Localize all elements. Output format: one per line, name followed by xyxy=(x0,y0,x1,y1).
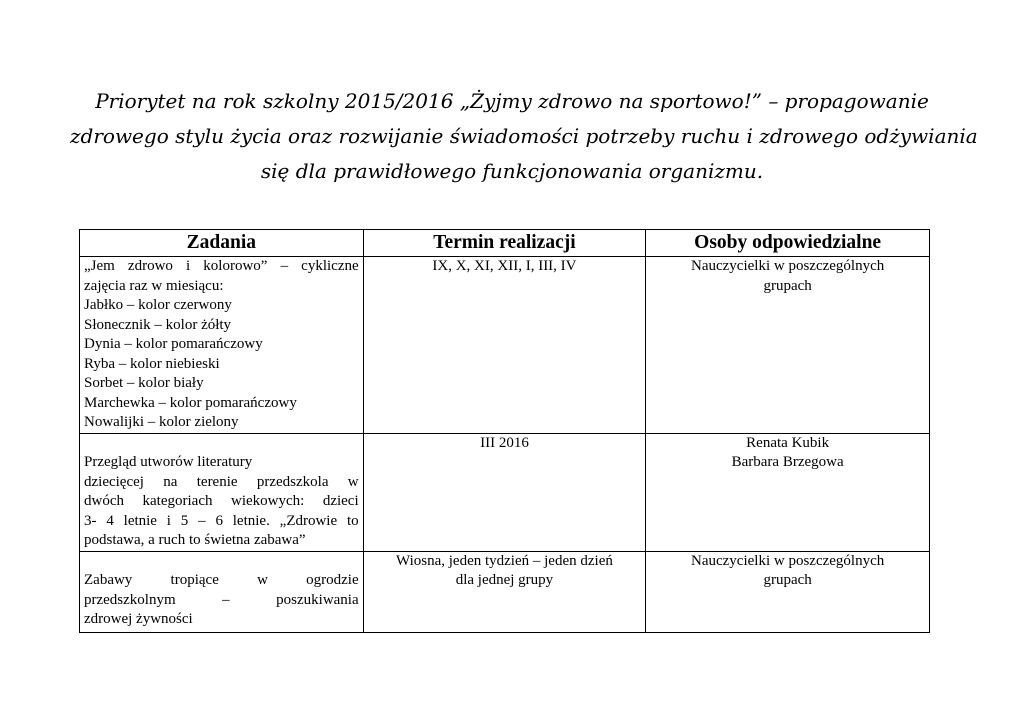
task-cell xyxy=(80,257,364,434)
persons-line: Nauczycielki w poszczególnych xyxy=(691,258,885,274)
header-tasks: Zadania xyxy=(80,230,364,257)
header-persons: Osoby odpowiedzialne xyxy=(646,230,930,257)
task-line: zajęcia raz w miesiącu: xyxy=(84,277,224,294)
table-row xyxy=(80,433,930,551)
task-line: „Jem zdrowo i kolorowo” – cykliczne xyxy=(84,258,359,274)
term-cell xyxy=(363,433,646,551)
persons-cell xyxy=(646,433,930,551)
task-line: Przegląd utworów literatury xyxy=(84,454,253,470)
persons-line: Nauczycielki w poszczególnych xyxy=(691,552,885,569)
term-line: IX, X, XI, XII, I, III, IV xyxy=(432,258,577,274)
persons-line: Barbara Brzegowa xyxy=(731,454,844,470)
persons-line: Renata Kubik xyxy=(746,434,830,451)
term-line: III 2016 xyxy=(480,434,529,451)
table-row xyxy=(80,551,930,632)
task-cell xyxy=(80,433,364,551)
task-line: podstawa, a ruch to świetna zabawa” xyxy=(84,532,306,548)
term-line: Wiosna, jeden tydzień – jeden dzień xyxy=(396,552,613,569)
table-row xyxy=(80,257,930,434)
title-line: Priorytet na rok szkolny 2015/2016 „Żyjmy zdrowo na sportowo!” – propagowanie xyxy=(95,89,929,113)
term-cell xyxy=(363,551,646,632)
persons-line: grupach xyxy=(763,277,812,294)
tasks-table xyxy=(79,229,930,633)
task-line: Nowalijki – kolor zielony xyxy=(84,414,239,430)
task-cell xyxy=(80,551,364,632)
title-line: zdrowego stylu życia oraz rozwijanie świadomości potrzeby ruchu i zdrowego odżywiania xyxy=(70,124,978,148)
term-cell xyxy=(363,257,646,434)
persons-cell xyxy=(646,551,930,632)
term-line: dla jednej grupy xyxy=(455,572,554,588)
task-line: Zabawy tropiące w ogrodzie xyxy=(84,572,359,588)
persons-line: grupach xyxy=(763,572,812,588)
task-line: dziecięcej na terenie przedszkola w xyxy=(84,473,359,490)
task-line: Dynia – kolor pomarańczowy xyxy=(84,336,263,352)
task-line: 3- 4 letnie i 5 – 6 letnie. „Zdrowie to xyxy=(84,512,359,529)
task-line: zdrowej żywności xyxy=(84,611,193,627)
task-line: Słonecznik – kolor żółty xyxy=(84,316,232,333)
task-line: Ryba – kolor niebieski xyxy=(84,355,220,372)
task-line: przedszkolnym – poszukiwania xyxy=(84,591,359,608)
document-title xyxy=(70,84,978,189)
title-line: się dla prawidłowego funkcjonowania organizmu. xyxy=(260,159,764,183)
task-line: Sorbet – kolor biały xyxy=(84,375,204,391)
persons-cell xyxy=(646,257,930,434)
task-line: Marchewka – kolor pomarańczowy xyxy=(84,394,297,411)
task-line: dwóch kategoriach wiekowych: dzieci xyxy=(84,493,359,509)
table-header-row xyxy=(80,230,930,257)
task-line: Jabłko – kolor czerwony xyxy=(84,297,232,313)
header-term: Termin realizacji xyxy=(363,230,646,257)
